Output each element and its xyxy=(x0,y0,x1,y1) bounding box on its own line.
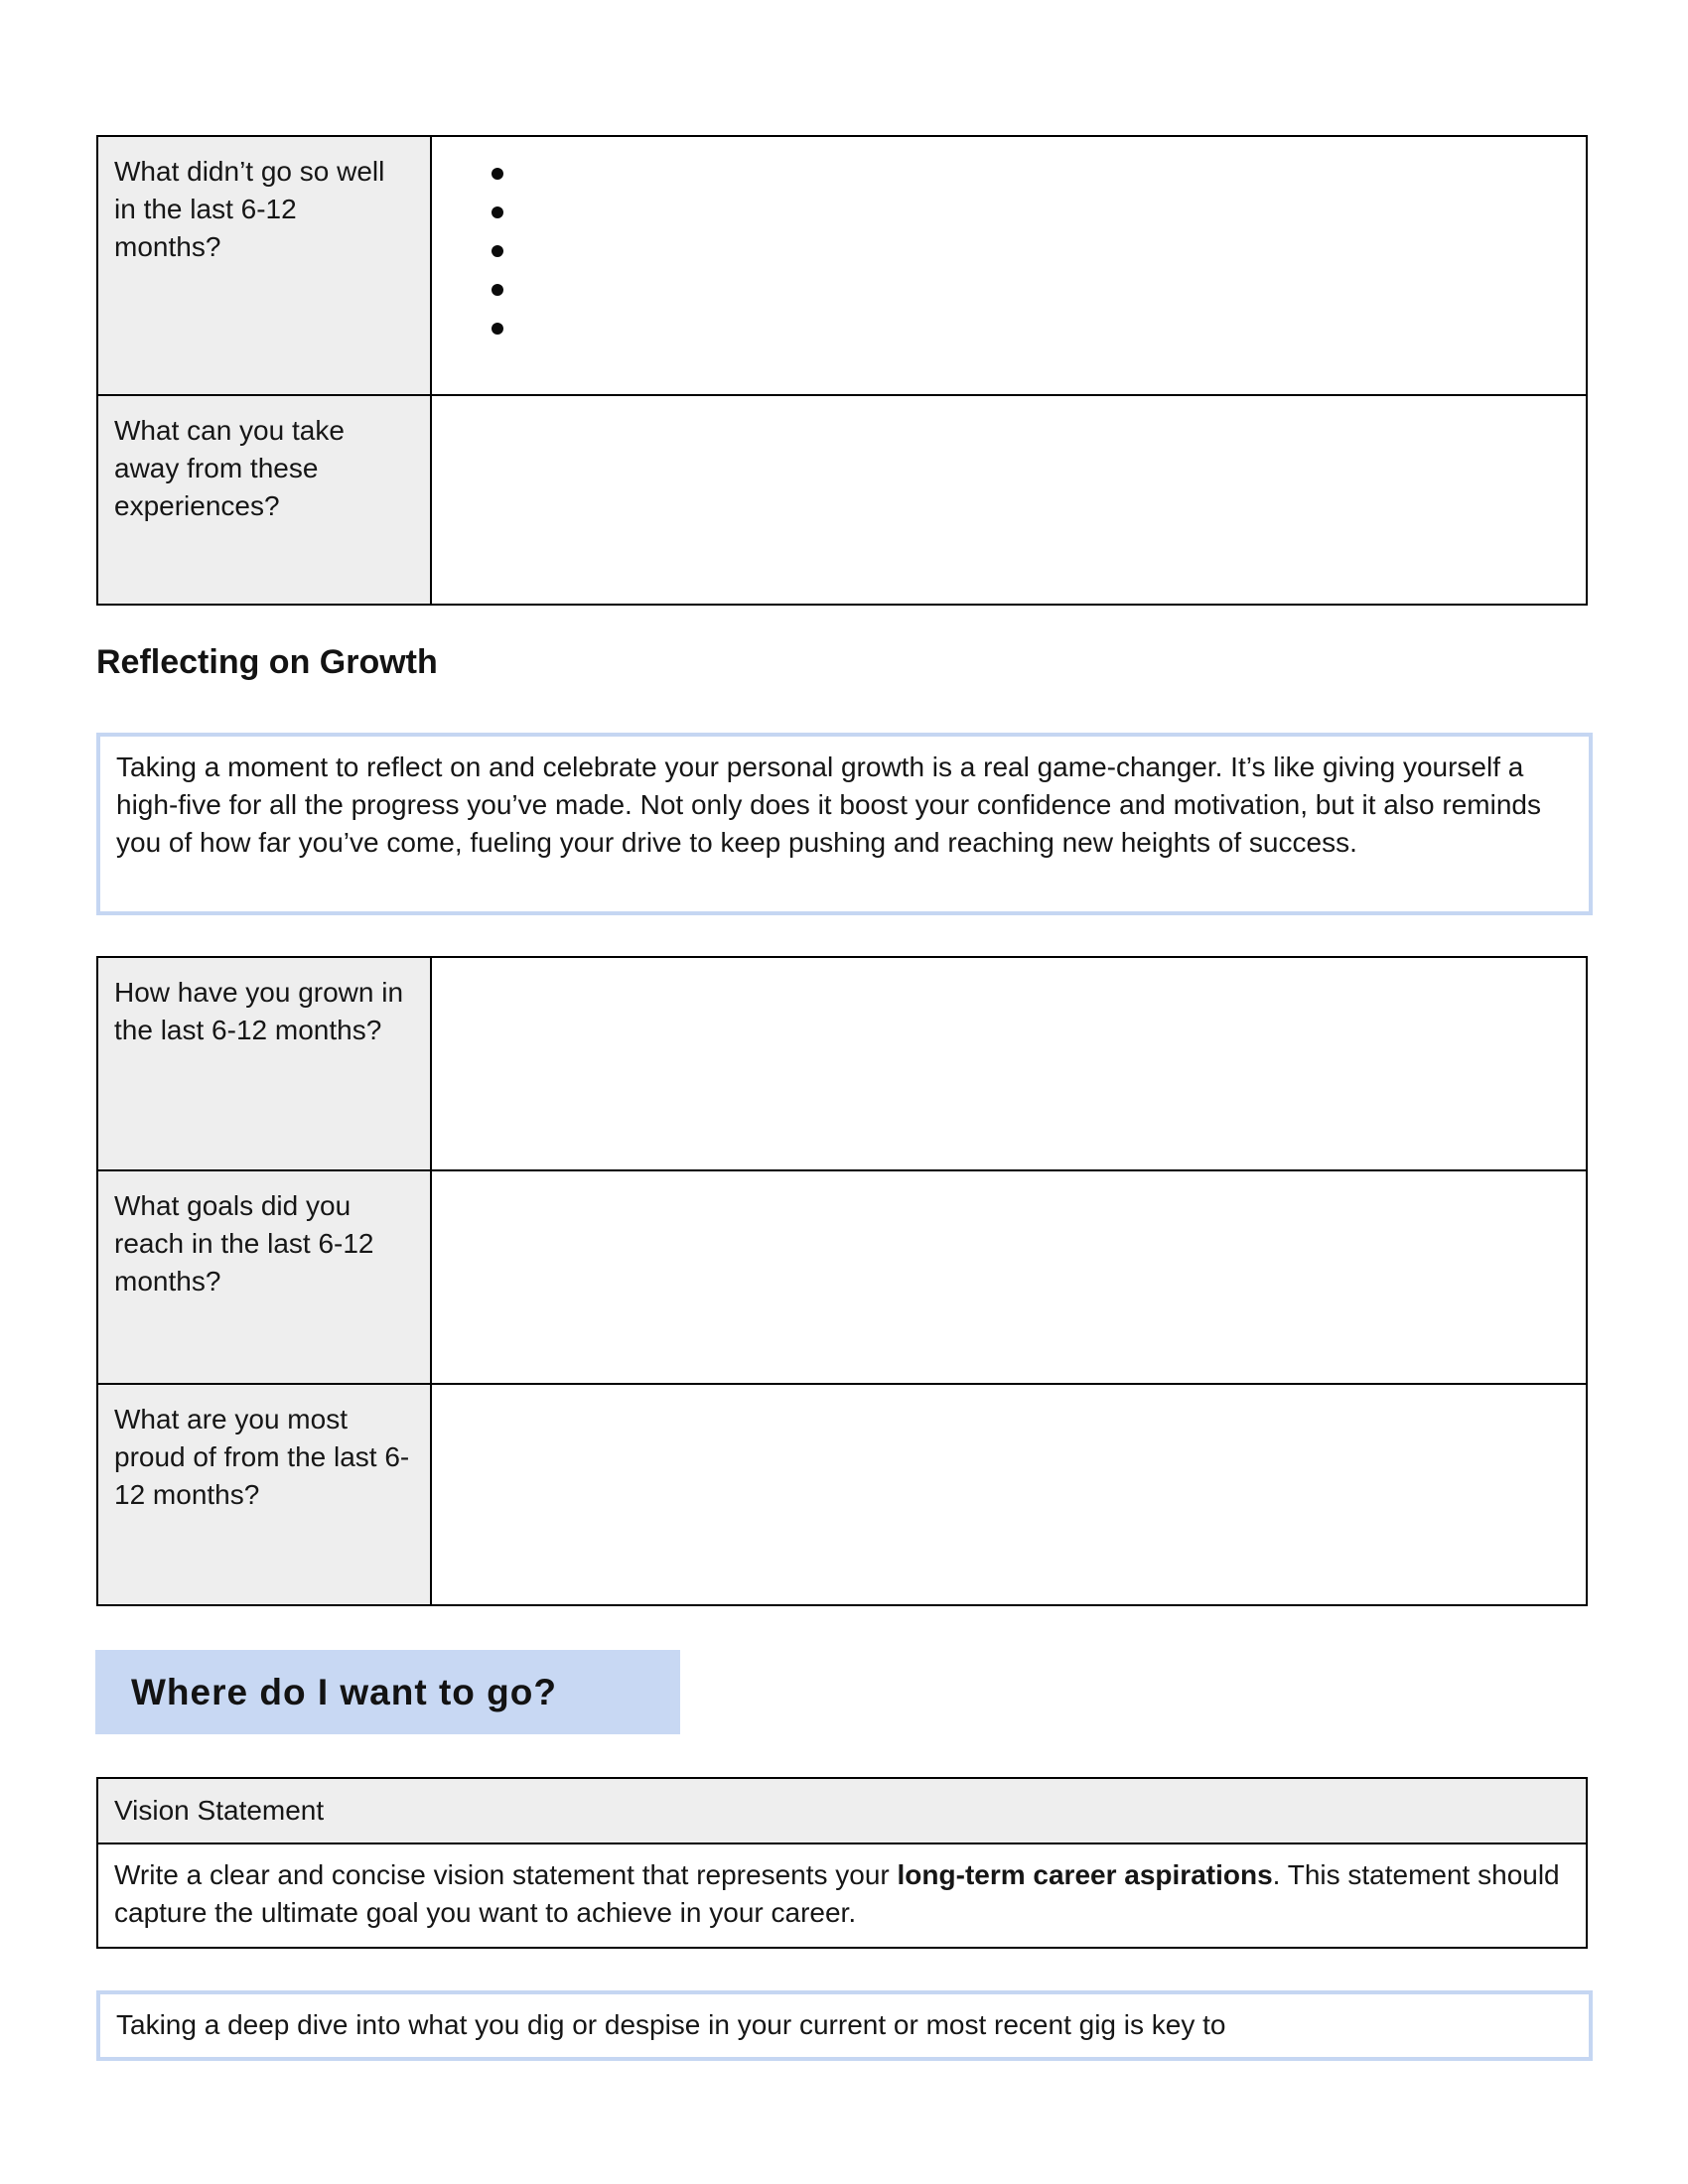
table-row xyxy=(98,137,1586,394)
table-row xyxy=(98,958,1586,1169)
setbacks-table xyxy=(96,135,1588,606)
table-row xyxy=(98,394,1586,604)
answer-cell[interactable] xyxy=(432,958,1586,1169)
answer-cell[interactable] xyxy=(432,1171,1586,1383)
section-heading-text: Where do I want to go? xyxy=(131,1671,557,1712)
bullet-icon xyxy=(492,245,503,257)
callout-text: Taking a deep dive into what you dig or despise in your current or most recent gig is key to xyxy=(116,2009,1226,2040)
question-label xyxy=(98,1385,432,1604)
answer-cell[interactable] xyxy=(432,137,1586,394)
vision-statement-table xyxy=(96,1777,1588,1949)
vision-statement-header-text: Vision Statement xyxy=(114,1795,325,1826)
callout-text: Taking a moment to reflect on and celebrate your personal growth is a real game-changer. It’s like giving yourself a high-five for all the progress you’ve made. Not only does it boost your confidence and motivation, but it also reminds you of how far you’ve come, fueling your drive to keep pushing and reaching new heights of success. xyxy=(116,751,1541,858)
instruction-text-bold: long-term career aspirations xyxy=(897,1859,1273,1890)
deep-dive-callout-box xyxy=(96,1990,1593,2061)
question-text: How have you grown in the last 6-12 months? xyxy=(114,977,404,1045)
question-text: What didn’t go so well in the last 6-12 months? xyxy=(114,156,385,262)
bullet-icon xyxy=(492,168,503,180)
growth-callout-box xyxy=(96,733,1593,915)
answer-cell[interactable] xyxy=(432,1385,1586,1604)
bullet-icon xyxy=(492,323,503,335)
question-text: What goals did you reach in the last 6-12 months? xyxy=(114,1190,374,1297)
bullet-icon xyxy=(492,284,503,296)
table-row xyxy=(98,1383,1586,1604)
instruction-text-suffix: . This statement should capture the ultimate goal you want to achieve in your career. xyxy=(114,1859,1560,1928)
bullet-list xyxy=(432,137,1586,335)
table-row xyxy=(98,1169,1586,1383)
question-label xyxy=(98,958,432,1169)
vision-statement-instructions[interactable] xyxy=(98,1844,1586,1947)
section-title-reflecting-on-growth: Reflecting on Growth xyxy=(96,643,438,681)
vision-statement-header xyxy=(98,1779,1586,1844)
question-label xyxy=(98,1171,432,1383)
question-text: What are you most proud of from the last 6-12 months? xyxy=(114,1404,410,1510)
bullet-icon xyxy=(492,206,503,218)
section-heading-where-do-i-want-to-go xyxy=(95,1650,680,1734)
instruction-text-prefix: Write a clear and concise vision statement that represents your xyxy=(114,1859,898,1890)
question-label xyxy=(98,137,432,394)
growth-table xyxy=(96,956,1588,1606)
question-text: What can you take away from these experiences? xyxy=(114,415,345,521)
question-label xyxy=(98,396,432,604)
answer-cell[interactable] xyxy=(432,396,1586,604)
